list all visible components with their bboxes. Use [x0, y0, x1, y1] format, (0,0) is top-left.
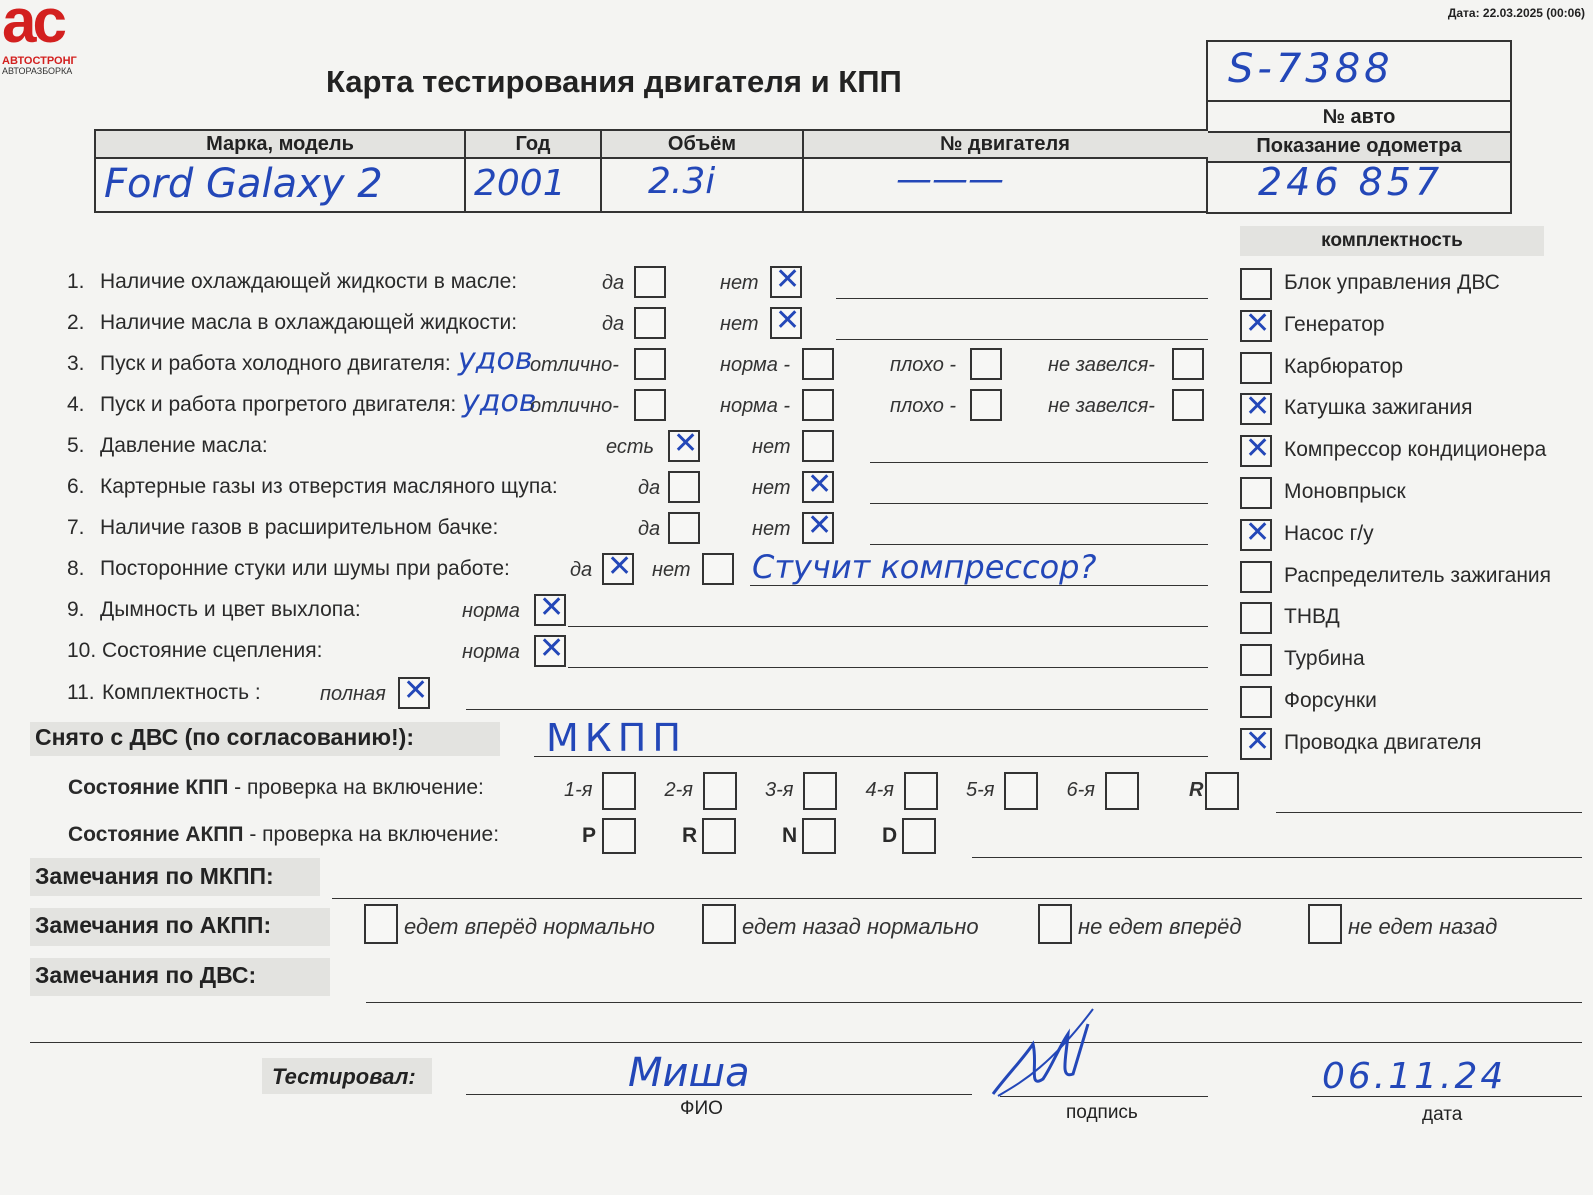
- completeness-item-label: Моновпрыск: [1284, 480, 1406, 503]
- q7-no-label: нет: [752, 518, 791, 540]
- gear-checkbox[interactable]: [904, 772, 938, 810]
- check-mark-icon: ✕: [607, 549, 633, 584]
- mode-checkbox[interactable]: [802, 818, 836, 854]
- q3-text: Пуск и работа холодного двигателя:: [100, 352, 451, 375]
- logo: [0, 0, 104, 76]
- logo-letters: ac: [2, 0, 63, 56]
- removed-label: Снято с ДВС (по согласованию!):: [35, 724, 414, 750]
- signature-scribble: [988, 1004, 1098, 1104]
- completeness-checkbox[interactable]: [1240, 389, 1272, 425]
- q4-no-start-checkbox[interactable]: [1172, 389, 1204, 421]
- completeness-checkbox[interactable]: [1240, 644, 1272, 676]
- q2-yes-label: да: [602, 313, 625, 335]
- completeness-checkbox[interactable]: [1240, 686, 1272, 718]
- q10-num: 10.: [67, 639, 97, 662]
- q1-no-label: нет: [720, 272, 759, 294]
- name-caption: ФИО: [680, 1098, 723, 1119]
- q2-no-label: нет: [720, 313, 759, 335]
- completeness-title: комплектность: [1321, 230, 1463, 251]
- remarks-dvs-label: Замечания по ДВС:: [35, 962, 257, 988]
- date-caption: дата: [1422, 1104, 1463, 1125]
- akpp-remark-label: едет вперёд нормально: [404, 914, 655, 939]
- q5-yes-label: есть: [606, 436, 655, 458]
- page-title: Карта тестирования двигателя и КПП: [326, 64, 902, 99]
- signature: [988, 1004, 1098, 1104]
- mode-label: R: [682, 824, 698, 847]
- completeness-checkbox[interactable]: [1240, 723, 1272, 760]
- remarks-mkpp-label: Замечания по МКПП:: [35, 863, 274, 889]
- removed-value: МКПП: [546, 716, 687, 760]
- q8-no-label: нет: [652, 559, 691, 581]
- completeness-item-label: Форсунки: [1284, 689, 1377, 712]
- q3-opt-normal: норма -: [720, 354, 791, 376]
- q5-text: Давление масла:: [100, 434, 268, 457]
- completeness-checkbox[interactable]: [1240, 602, 1272, 634]
- check-mark-icon: ✕: [1245, 431, 1271, 467]
- q9-num: 9.: [67, 598, 85, 621]
- q11-opt-label: полная: [320, 683, 386, 705]
- q3-opt-bad: плохо -: [890, 354, 957, 376]
- akpp-state-label: [68, 823, 499, 847]
- gear-label: 5-я: [966, 779, 995, 801]
- q6-yes-label: да: [638, 477, 661, 499]
- akpp-remark-checkbox[interactable]: [1308, 904, 1342, 944]
- mode-label: D: [882, 824, 898, 847]
- header-volume: Объём: [602, 131, 804, 157]
- completeness-checkbox[interactable]: [1240, 268, 1272, 300]
- q11-num: 11.: [67, 681, 95, 704]
- q6-no-label: нет: [752, 477, 791, 499]
- mkpp-state-label-bold: Состояние КПП: [68, 776, 229, 799]
- gear-checkbox[interactable]: [1004, 772, 1038, 810]
- completeness-item-label: ТНВД: [1284, 605, 1340, 629]
- q6-no-checkbox[interactable]: [802, 467, 834, 503]
- completeness-item-label: Генератор: [1284, 312, 1385, 336]
- gear-checkbox[interactable]: [1105, 772, 1139, 810]
- q2-yes-checkbox[interactable]: [634, 307, 666, 339]
- akpp-remark-label: не едет назад: [1348, 914, 1498, 939]
- check-mark-icon: ✕: [807, 508, 833, 543]
- q5-no-label: нет: [752, 436, 791, 458]
- gear-checkbox[interactable]: [803, 772, 837, 810]
- q9-normal-checkbox[interactable]: [534, 590, 566, 626]
- mode-checkbox[interactable]: [702, 818, 736, 854]
- completeness-item-label: Насос г/у: [1284, 521, 1374, 545]
- q8-note: Стучит компрессор?: [752, 548, 1097, 586]
- completeness-item-label: Распределитель зажигания: [1284, 563, 1552, 587]
- odometer-label: Показание одометра: [1256, 135, 1462, 157]
- q4-opt-bad: плохо -: [890, 395, 957, 417]
- completeness-item-label: Турбина: [1284, 647, 1365, 671]
- check-mark-icon: ✕: [539, 631, 565, 666]
- tested-label: Тестировал:: [272, 1064, 416, 1089]
- completeness-item-label: Блок управления ДВС: [1284, 271, 1500, 294]
- gear-label: R: [1189, 779, 1204, 801]
- q4-opt-normal: норма -: [720, 395, 791, 417]
- completeness-checkbox[interactable]: [1240, 352, 1272, 384]
- gear-checkbox[interactable]: [602, 772, 636, 810]
- q1-num: 1.: [67, 270, 85, 293]
- check-mark-icon: ✕: [673, 426, 699, 461]
- q7-yes-label: да: [638, 518, 661, 540]
- q1-yes-label: да: [602, 272, 625, 294]
- check-mark-icon: ✕: [775, 303, 801, 338]
- q3-bad-checkbox[interactable]: [970, 348, 1002, 380]
- q7-no-checkbox[interactable]: [802, 508, 834, 544]
- check-mark-icon: ✕: [1245, 723, 1271, 759]
- q3-no-start-checkbox[interactable]: [1172, 348, 1204, 380]
- gear-label: 1-я: [564, 779, 593, 801]
- completeness-checkbox[interactable]: [1240, 514, 1272, 551]
- akpp-state-label-bold: Состояние АКПП: [68, 823, 244, 846]
- completeness-checkbox[interactable]: [1240, 477, 1272, 509]
- q10-opt-label: норма: [462, 641, 520, 663]
- odometer-value: 246 857: [1258, 160, 1444, 204]
- akpp-remark-checkbox[interactable]: [364, 904, 398, 944]
- q7-text: Наличие газов в расширительном бачке:: [100, 516, 499, 539]
- gear-label: 2-я: [664, 779, 693, 801]
- q11-full-checkbox[interactable]: [398, 673, 430, 709]
- header-year: Год: [466, 131, 602, 157]
- q2-text: Наличие масла в охлаждающей жидкости:: [100, 311, 518, 334]
- q3-excellent-checkbox[interactable]: [634, 348, 666, 380]
- check-mark-icon: ✕: [775, 262, 801, 297]
- q9-text: Дымность и цвет выхлопа:: [100, 598, 361, 621]
- remarks-akpp-label: Замечания по АКПП:: [35, 912, 272, 938]
- q8-text: Посторонние стуки или шумы при работе:: [100, 557, 510, 580]
- completeness-checkbox[interactable]: [1240, 431, 1272, 467]
- akpp-state-label-rest: - проверка на включение:: [243, 823, 500, 846]
- q4-normal-checkbox[interactable]: [802, 389, 834, 421]
- q3-opt-no-start: не завелся-: [1048, 354, 1155, 376]
- vehicle-table: [94, 129, 1208, 213]
- q6-text: Картерные газы из отверстия масляного щупа:: [100, 475, 558, 498]
- q8-no-checkbox[interactable]: [702, 553, 734, 585]
- check-mark-icon: ✕: [1245, 305, 1271, 341]
- q7-yes-checkbox[interactable]: [668, 512, 700, 544]
- q8-yes-checkbox[interactable]: [602, 549, 634, 585]
- signature-caption: подпись: [1066, 1102, 1138, 1123]
- volume-value: 2.3i: [648, 161, 716, 202]
- year-value: 2001: [474, 163, 566, 204]
- q4-opt-excellent: отлично-: [530, 395, 619, 417]
- q4-num: 4.: [67, 393, 85, 416]
- q8-yes-label: да: [570, 559, 593, 581]
- reg-box: [1206, 40, 1512, 214]
- akpp-remark-checkbox[interactable]: [1038, 904, 1072, 944]
- q4-excellent-checkbox[interactable]: [634, 389, 666, 421]
- mode-label: N: [782, 824, 798, 847]
- q3-note: удов: [458, 342, 533, 377]
- logo-name: АВТОСТРОНГ: [2, 55, 77, 67]
- gear-label: 3-я: [765, 779, 794, 801]
- model-value: Ford Galaxy 2: [104, 161, 383, 207]
- mode-checkbox[interactable]: [602, 818, 636, 854]
- q2-no-checkbox[interactable]: [770, 303, 802, 339]
- q1-no-checkbox[interactable]: [770, 262, 802, 298]
- gear-label: 6-я: [1066, 779, 1095, 801]
- q3-num: 3.: [67, 352, 85, 375]
- q6-num: 6.: [67, 475, 85, 498]
- check-mark-icon: ✕: [1245, 514, 1271, 550]
- q1-yes-checkbox[interactable]: [634, 266, 666, 298]
- q2-num: 2.: [67, 311, 85, 334]
- completeness-item-label: Проводка двигателя: [1284, 730, 1482, 754]
- gear-label: 4-я: [865, 779, 894, 801]
- q5-yes-checkbox[interactable]: [668, 426, 700, 462]
- q10-normal-checkbox[interactable]: [534, 631, 566, 667]
- check-mark-icon: ✕: [1245, 389, 1271, 425]
- mode-checkbox[interactable]: [902, 818, 936, 854]
- q7-num: 7.: [67, 516, 85, 539]
- completeness-item-label: Карбюратор: [1284, 354, 1404, 378]
- completeness-item-label: Катушка зажигания: [1284, 396, 1473, 420]
- q5-no-checkbox[interactable]: [802, 430, 834, 462]
- engine-no-value: ———: [896, 159, 1004, 200]
- test-date: 06.11.24: [1322, 1056, 1507, 1097]
- q11-text: Комплектность :: [102, 681, 261, 704]
- gear-checkbox[interactable]: [703, 772, 737, 810]
- q4-text: Пуск и работа прогретого двигателя:: [100, 393, 457, 416]
- q4-note: удов: [462, 384, 537, 419]
- q9-opt-label: норма: [462, 600, 520, 622]
- q3-opt-excellent: отлично-: [530, 354, 619, 376]
- mkpp-state-label-rest: - проверка на включение:: [228, 776, 484, 799]
- akpp-remark-checkbox[interactable]: [702, 904, 736, 944]
- header-model: Марка, модель: [96, 131, 466, 157]
- check-mark-icon: ✕: [403, 673, 429, 708]
- header-engine-no: № двигателя: [940, 133, 1070, 155]
- reg-label: № авто: [1322, 106, 1396, 128]
- q4-opt-no-start: не завелся-: [1048, 395, 1155, 417]
- gear-checkbox[interactable]: [1205, 772, 1239, 810]
- q5-num: 5.: [67, 434, 85, 457]
- reg-value: S-7388: [1228, 46, 1394, 92]
- q6-yes-checkbox[interactable]: [668, 471, 700, 503]
- check-mark-icon: ✕: [807, 467, 833, 502]
- tester-name: Миша: [628, 1050, 750, 1096]
- check-mark-icon: ✕: [539, 590, 565, 625]
- completeness-item-label: Компрессор кондиционера: [1284, 438, 1547, 462]
- q10-text: Состояние сцепления:: [102, 639, 323, 662]
- q1-text: Наличие охлаждающей жидкости в масле:: [100, 270, 518, 293]
- q8-num: 8.: [67, 557, 85, 580]
- q3-normal-checkbox[interactable]: [802, 348, 834, 380]
- mode-label: P: [582, 824, 597, 847]
- completeness-checkbox[interactable]: [1240, 305, 1272, 342]
- logo-tagline: АВТОРАЗБОРКА: [2, 66, 73, 76]
- mkpp-state-label: [68, 776, 484, 800]
- akpp-remark-label: едет назад нормально: [742, 914, 979, 939]
- q4-bad-checkbox[interactable]: [970, 389, 1002, 421]
- akpp-remark-label: не едет вперёд: [1078, 914, 1242, 939]
- completeness-checkbox[interactable]: [1240, 561, 1272, 593]
- date-stamp: Дата: 22.03.2025 (00:06): [1447, 6, 1585, 20]
